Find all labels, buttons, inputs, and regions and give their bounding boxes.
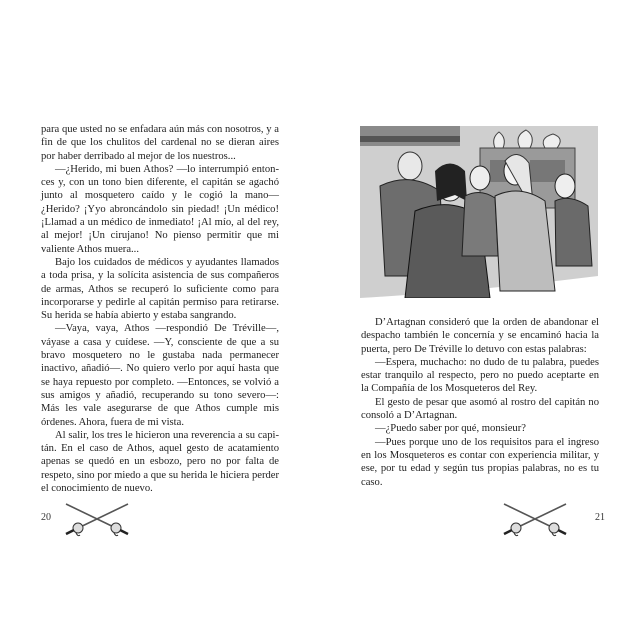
- musketeers-illustration: [360, 126, 598, 298]
- right-page: [320, 0, 640, 640]
- paragraph: —Espera, muchacho: no dudo de tu palabra, puedes estar tranquilo al respecto, pero no puedo aceptarte en la Compañía de los Mosqueteros del Rey.: [361, 356, 599, 395]
- paragraph: para que usted no se enfadara aún más con nosotros, y a fin de que los chulitos del cardenal no se dieran aires por haber derribado al mejor de los nuestros...: [41, 124, 279, 162]
- paragraph: —Vaya, vaya, Athos —respondió De Tréville—, váyase a casa y cuídese. —Y, consciente de que a su bravo mosquetero no le gustaba nada permanecer inactivo, añadió—. No quiero verlo por aquí hasta que se haya repuesto por completo. —Entonces, se volvió a sus amigos y añadió, recuperando su tono severo—: Más les vale asegurarse de que Athos cumple mis órdenes. Ahora, fuera de mi vista.: [41, 323, 279, 428]
- paragraph: —Pues porque uno de los requisitos para el ingreso en los Mosqueteros es contar con experiencia militar, y ese, por tu edad y según tus propias palabras, no es tu caso.: [361, 436, 599, 488]
- paragraph: D’Artagnan consideró que la orden de abandonar el despacho también le concernía y se encaminó hacia la puerta, pero De Tréville lo detuvo con estas palabras:: [361, 317, 599, 355]
- paragraph: El gesto de pesar que asomó al rostro del capitán no consoló a D’Artagnan.: [361, 396, 599, 422]
- paragraph: Bajo los cuidados de médicos y ayudantes llamados a toda prisa, y la solícita asistencia de sus compañeros de armas, Athos se recuperó lo suficiente como para incorporarse y pedirle al capitán permiso para retirarse. Su herida se había abierto y estaba sangrando.: [41, 256, 279, 322]
- page-number: 20: [41, 512, 51, 523]
- page-number: 21: [595, 512, 605, 523]
- crossed-swords-icon: [500, 496, 570, 540]
- crossed-swords-icon: [62, 496, 132, 540]
- right-page-text: [361, 316, 599, 489]
- paragraph: Al salir, los tres le hicieron una reverencia a su capitán. En el caso de Athos, aquel gesto de acatamiento apenas se quedó en un esbozo, pero no por falta de respeto, sino por miedo a que su herida le hiciera perder el conocimiento de nuevo.: [41, 429, 279, 495]
- paragraph: —¿Puedo saber por qué, monsieur?: [375, 423, 526, 435]
- left-page-text: [41, 123, 279, 495]
- paragraph: —¿Herido, mi buen Athos? —lo interrumpió entonces y, con un tono bien diferente, el capitán se agachó junto al mosquetero caído y le cogió la mano— ¿Herido? ¡Yyo abroncándolo sin piedad! ¡Un médico! ¡Llamad a un médico de inmediato! ¡Al mío, al del rey, al mejor! ¡Un cirujano! No pienso permitir que mi valiente Athos muera...: [41, 163, 279, 255]
